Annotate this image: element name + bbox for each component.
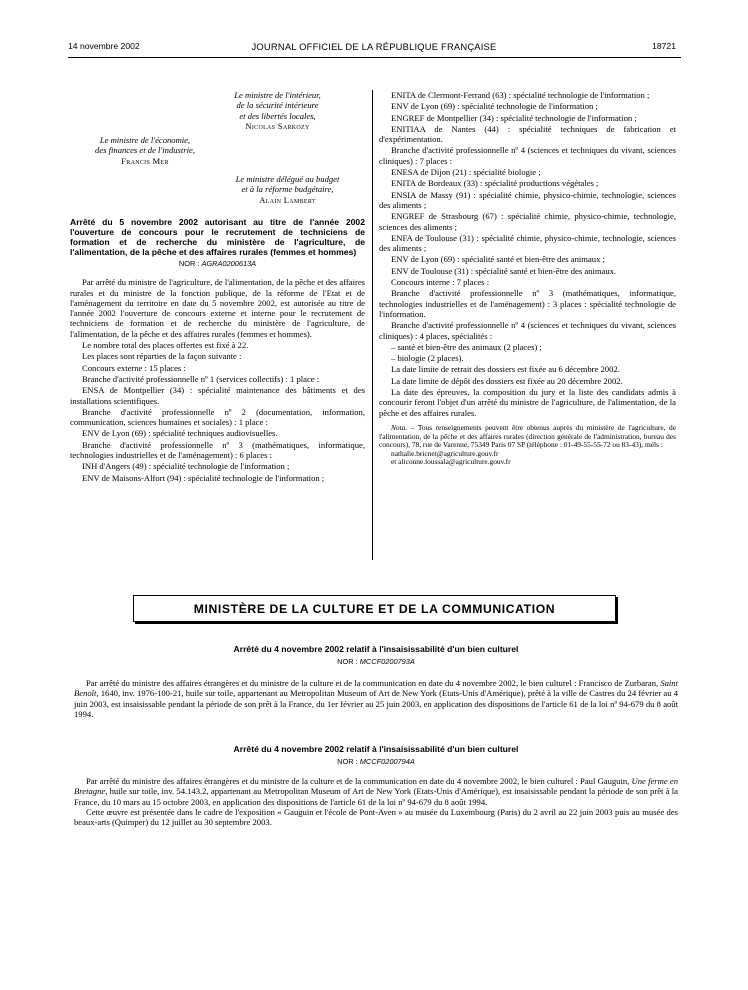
paragraph: La date limite de retrait des dossiers est fixée au 6 décembre 2002. — [391, 364, 620, 375]
paragraph: ENGREF de Montpellier (34) : spécialité technologie de l'information ; — [391, 112, 637, 123]
signatory-name: Francis Mer — [121, 155, 169, 166]
paragraph: Par arrêté du ministre de l'agriculture, de l'alimentation, de la pêche et des affaires rurales et du ministre de la fonction publique, de la réforme de l'Etat et de l'aménagement du territoire en date du 5 novembre 2002, est autorisée au titre de l'année 2002 l'ouverture de concours externe et interne pour le recrutement de techniciens de formation et de recherche du ministère de l'agriculture, de l'alimentation, de la pêche et des affaires rurales (femmes et hommes). — [70, 277, 365, 339]
email-address: nathalie.bricnet@agriculture.gouv.fr — [391, 448, 499, 458]
paragraph: – biologie (2 places). — [391, 353, 464, 364]
paragraph: Le nombre total des places offertes est fixé à 22. — [82, 340, 249, 351]
column-divider — [372, 90, 373, 560]
paragraph: – santé et bien-être des animaux (2 places) ; — [391, 341, 542, 352]
paragraph: ENV de Toulouse (31) : spécialité santé et bien-être des animaux. — [391, 265, 617, 276]
paragraph: INH d'Angers (49) : spécialité technologie de l'information ; — [82, 461, 290, 472]
nor-reference: NOR : MCCF0200794A — [337, 757, 415, 766]
signature-interior: Le ministre de l'intérieur, de la sécurité intérieure et des libertés locales, Nicolas Sarkozy — [195, 90, 360, 131]
header-date: 14 novembre 2002 — [68, 41, 140, 51]
signatory-name: Alain Lambert — [259, 194, 316, 205]
left-column — [70, 90, 365, 484]
paragraph: Concours externe : 15 places : — [82, 362, 186, 373]
paragraph: ENSA de Montpellier (34) : spécialité maintenance des bâtiments et des installations scientifiques. — [70, 385, 365, 406]
paragraph: La date limite de dépôt des dossiers est fixée au 20 décembre 2002. — [391, 375, 623, 386]
paragraph: Branche d'activité professionnelle nº 3 (mathématiques, informatique, technologies industrielles et de l'aménagement) : 6 places : — [70, 439, 365, 461]
signature-budget: Le ministre délégué au budget et à la réforme budgétaire, Alain Lambert — [210, 174, 365, 205]
paragraph: ENITIAA de Nantes (44) : spécialité techniques de fabrication et d'expérimentation. — [379, 123, 676, 145]
paragraph: ENGREF de Strasbourg (67) : spécialité chimie, physico-chimie, technologie, sciences des aliments ; — [379, 211, 676, 232]
paragraph: ENITA de Clermont-Ferrand (63) : spécialité technologie de l'information ; — [391, 90, 650, 100]
header-page-number: 18721 — [652, 41, 676, 51]
paragraph: ENV de Lyon (69) : spécialité techniques audiovisuelles. — [82, 428, 278, 439]
paragraph: ENV de Lyon (69) : spécialité santé et bien-être des animaux ; — [391, 254, 605, 265]
paragraph: Branche d'activité professionnelle nº 3 (mathématiques, informatique, technologies industrielles et de l'aménagement) : 3 places : spécialité technologie de l'information. — [379, 288, 676, 319]
paragraph: Concours interne : 7 places : — [391, 277, 490, 288]
paragraph: ENSIA de Massy (91) : spécialité chimie, physico-chimie, technologie, sciences des aliments ; — [379, 189, 676, 210]
right-paragraphs — [379, 90, 676, 418]
left-paragraphs — [70, 277, 365, 483]
signature-economy: Le ministre de l'économie, des finances et de l'industrie, Francis Mer — [70, 135, 220, 166]
ministry-banner: MINISTÈRE DE LA CULTURE ET DE LA COMMUNICATION — [133, 595, 616, 622]
paragraph: ENESA de Dijon (21) : spécialité biologie ; — [391, 167, 541, 178]
header-title: JOURNAL OFFICIEL DE LA RÉPUBLIQUE FRANÇAISE — [251, 41, 497, 52]
paragraph: ENITA de Bordeaux (33) : spécialité productions végétales ; — [391, 178, 599, 189]
signatory-name: Nicolas Sarkozy — [245, 120, 310, 131]
arrete-body: Par arrêté du ministre des affaires étrangères et du ministre de la culture et de la communication en date du 4 novembre 2002, le bien culturel : Francisco de Zurbaran, Saint Benoît, 1640, inv. 1976-100-21, huile sur toile, appartenant au Metropolitan Museum of Art de New York (Etats-Unis d'Amérique), prêté à la ville de Castres du 24 février au 4 juin 2003, est insaisissable pendant la période de son prêt à la France, du 1er février au 25 juin 2003, en application des dispositions de l'article 61 de la loi nº 94-679 du 8 août 1994. — [74, 678, 678, 719]
paragraph: Branche d'activité professionnelle nº 4 (sciences et techniques du vivant, sciences cliniques) : 7 places : — [379, 145, 676, 166]
header-rule — [68, 57, 681, 58]
nota-note: Nota. – Tous renseignements peuvent être obtenus auprès du ministère de l'agriculture, de l'alimentation, de la pêche et des affaires rurales (direction générale de l'administration, bureau des concours), 78, rue de Varenne, 75349 Paris 07 SP (téléphone : 01-49-55-55-72 ou 83-43), méls : nathalie.bricnet@agriculture.gouv.fr et aliconne.loussala@agriculture.gouv.fr — [379, 422, 676, 467]
paragraph: Branche d'activité professionnelle nº 1 (services collectifs) : 1 place : — [82, 373, 320, 384]
arrete-body: Par arrêté du ministre des affaires étrangères et du ministre de la culture et de la communication en date du 4 novembre 2002, le bien culturel : Paul Gauguin, Une ferme en Bretagne, huile sur toile, inv. 54.143.2, appartenant au Metropolitan Museum of Art de New York (Etats-Unis d'Amérique), est insaisissable pendant la période de son prêt à la France, du 10 mars au 15 octobre 2003, en application des dispositions de l'article 61 de la loi nº 94-679 du 8 août 1994. Cette œuvre est présentée dans le cadre de l'exposition « Gauguin et l'école de Pont-Aven » au musée du Luxembourg (Paris) du 2 avril au 22 juin 2003 puis au musée des beaux-arts (Quimper) du 12 juillet au 30 septembre 2003. — [74, 776, 678, 828]
right-column — [379, 90, 676, 467]
paragraph: La date des épreuves, la composition du jury et la liste des candidats admis à concourir feront l'objet d'un arrêté du ministre de l'agriculture, de l'alimentation, de la pêche et des affaires rurales. — [379, 387, 676, 418]
nor-reference: NOR : MCCF0200793A — [337, 657, 415, 666]
paragraph: ENV de Lyon (69) : spécialité technologie de l'information ; — [391, 101, 598, 112]
paragraph: ENFA de Toulouse (31) : spécialité chimie, physico-chimie, technologie, sciences des aliments ; — [379, 232, 676, 254]
nor-reference: NOR : AGRA0200613A — [178, 258, 257, 268]
paragraph: Les places sont réparties de la façon suivante : — [82, 351, 242, 362]
arrete-title: Arrêté du 4 novembre 2002 relatif à l'insaisissabilité d'un bien culturel — [233, 744, 519, 754]
paragraph: Branche d'activité professionnelle nº 2 (documentation, information, communication, sciences humaines et sociales) : 1 place : — [70, 406, 365, 428]
arrete-title: Arrêté du 5 novembre 2002 autorisant au titre de l'année 2002 l'ouverture de concours pour le recrutement de techniciens de formation et de recherche du ministère de l'agriculture, de l'alimentation, de la pêche et des affaires rurales (femmes et hommes) — [70, 216, 365, 257]
arrete-title: Arrêté du 4 novembre 2002 relatif à l'insaisissabilité d'un bien culturel — [233, 644, 519, 654]
email-address: et aliconne.loussala@agriculture.gouv.fr — [391, 457, 511, 467]
paragraph: Branche d'activité professionnelle nº 4 (sciences et techniques du vivant, sciences cliniques) : 4 places, spécialités : — [379, 320, 676, 341]
paragraph: ENV de Maisons-Alfort (94) : spécialité technologie de l'information ; — [82, 472, 325, 483]
